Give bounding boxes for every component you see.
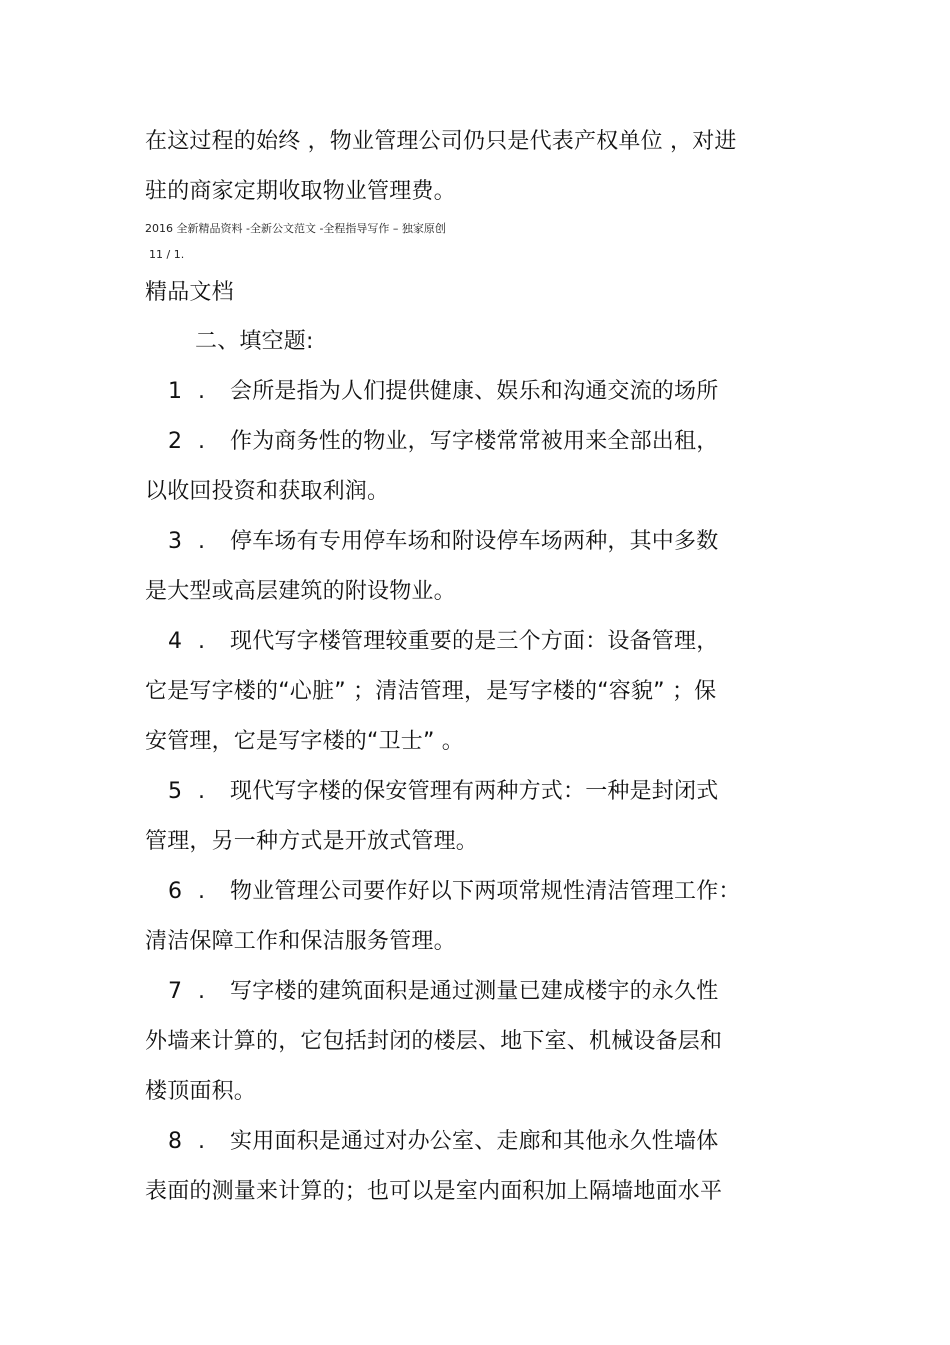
list-item-2 [168, 427, 718, 457]
item-2-line-2: 以收回投资和获取利润。 [145, 479, 390, 504]
page-number: 11 / 1. [149, 248, 185, 261]
item-text: 会所是指为人们提供健康、娱乐和沟通交流的场所 [230, 379, 719, 404]
item-7-line-2: 外墙来计算的，它包括封闭的楼层、地下室、机械设备层和 [145, 1029, 723, 1054]
item-dot: . [198, 1129, 206, 1154]
item-text: 写字楼的建筑面积是通过测量已建成楼宇的永久性 [230, 979, 719, 1004]
item-number: 6 [168, 879, 183, 904]
item-number: 8 [168, 1129, 183, 1154]
item-number: 4 [168, 629, 183, 654]
list-item-7 [168, 977, 718, 1007]
list-item-6 [168, 877, 741, 907]
item-text: 停车场有专用停车场和附设停车场两种，其中多数 [230, 529, 719, 554]
item-number: 3 [168, 529, 183, 554]
item-text: 作为商务性的物业，写字楼常常被用来全部出租， [230, 429, 719, 454]
item-text: 实用面积是通过对办公室、走廊和其他永久性墙体 [230, 1129, 719, 1154]
footer-tagline: 2016 全新精品资料 -全新公文范文 -全程指导写作 – 独家原创 [145, 222, 446, 235]
section-heading: 二、填空题: [195, 329, 314, 354]
item-number: 2 [168, 429, 183, 454]
item-number: 7 [168, 979, 183, 1004]
continuation-line-2: 驻的商家定期收取物业管理费。 [145, 179, 456, 204]
list-item-4 [168, 627, 718, 657]
list-item-8 [168, 1127, 718, 1157]
item-dot: . [198, 629, 206, 654]
item-number: 5 [168, 779, 183, 804]
list-item-1 [168, 377, 718, 407]
list-item-5 [168, 777, 718, 807]
item-dot: . [198, 979, 206, 1004]
item-3-line-2: 是大型或高层建筑的附设物业。 [145, 579, 456, 604]
item-7-line-3: 楼顶面积。 [145, 1079, 257, 1104]
item-text: 物业管理公司要作好以下两项常规性清洁管理工作： [230, 879, 741, 904]
list-item-3 [168, 527, 718, 557]
item-4-line-2: 它是写字楼的“心脏” ；清洁管理，是写字楼的“容貌” ；保 [145, 679, 717, 704]
item-text: 现代写字楼管理较重要的是三个方面：设备管理， [230, 629, 719, 654]
continuation-line-1: 在这过程的始终 ，物业管理公司仍只是代表产权单位 ，对进 [145, 129, 737, 154]
item-text: 现代写字楼的保安管理有两种方式：一种是封闭式 [230, 779, 719, 804]
doc-label: 精品文档 [145, 280, 234, 305]
item-dot: . [198, 779, 206, 804]
item-dot: . [198, 429, 206, 454]
item-dot: . [198, 529, 206, 554]
item-8-line-2: 表面的测量来计算的；也可以是室内面积加上隔墙地面水平 [145, 1179, 723, 1204]
item-dot: . [198, 379, 206, 404]
item-5-line-2: 管理，另一种方式是开放式管理。 [145, 829, 479, 854]
item-4-line-3: 安管理，它是写字楼的“卫士” 。 [145, 729, 464, 754]
item-number: 1 [168, 379, 183, 404]
item-6-line-2: 清洁保障工作和保洁服务管理。 [145, 929, 456, 954]
item-dot: . [198, 879, 206, 904]
